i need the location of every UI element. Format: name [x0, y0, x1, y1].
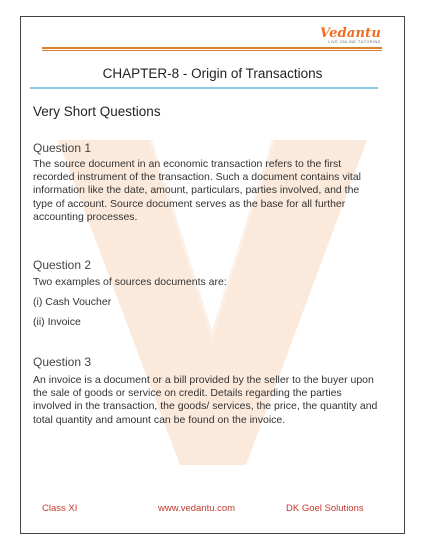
chapter-title: CHAPTER-8 - Origin of Transactions [102, 66, 323, 81]
logo-tagline: LIVE ONLINE TUTORING [328, 40, 381, 44]
question-2-intro: Two examples of sources documents are: [33, 276, 227, 288]
footer-book-title: DK Goel Solutions [286, 503, 364, 514]
header-rule [42, 47, 382, 49]
section-title: Very Short Questions [33, 104, 161, 119]
header-rule-thin [42, 50, 382, 51]
logo-wordmark: Vedantu [320, 26, 381, 41]
question-2-heading: Question 2 [33, 258, 92, 272]
footer-website-link[interactable]: www.vedantu.com [158, 503, 236, 514]
footer-class: Class XI [42, 503, 78, 514]
question-3-heading: Question 3 [33, 355, 92, 369]
question-1-answer: The source document in an economic transaction refers to the first recorded instrument of the transaction. Such a document contains vital information like the date, amount, particulars, parties involved, and the type of account. Source document serves as the base for all further accounting processes. [33, 158, 362, 223]
question-2-item: (ii) Invoice [33, 316, 81, 328]
title-underline [30, 87, 378, 89]
question-3-answer: An invoice is a document or a bill provided by the seller to the buyer upon the sale of goods or service on credit. Details regarding the parties involved in the transaction, the goods/ services, the price, the quantity and total quantity and amount can be found on the invoice. [33, 374, 378, 426]
vedantu-logo [320, 26, 381, 44]
question-1-heading: Question 1 [33, 141, 92, 155]
question-2-item: (i) Cash Voucher [33, 296, 112, 308]
